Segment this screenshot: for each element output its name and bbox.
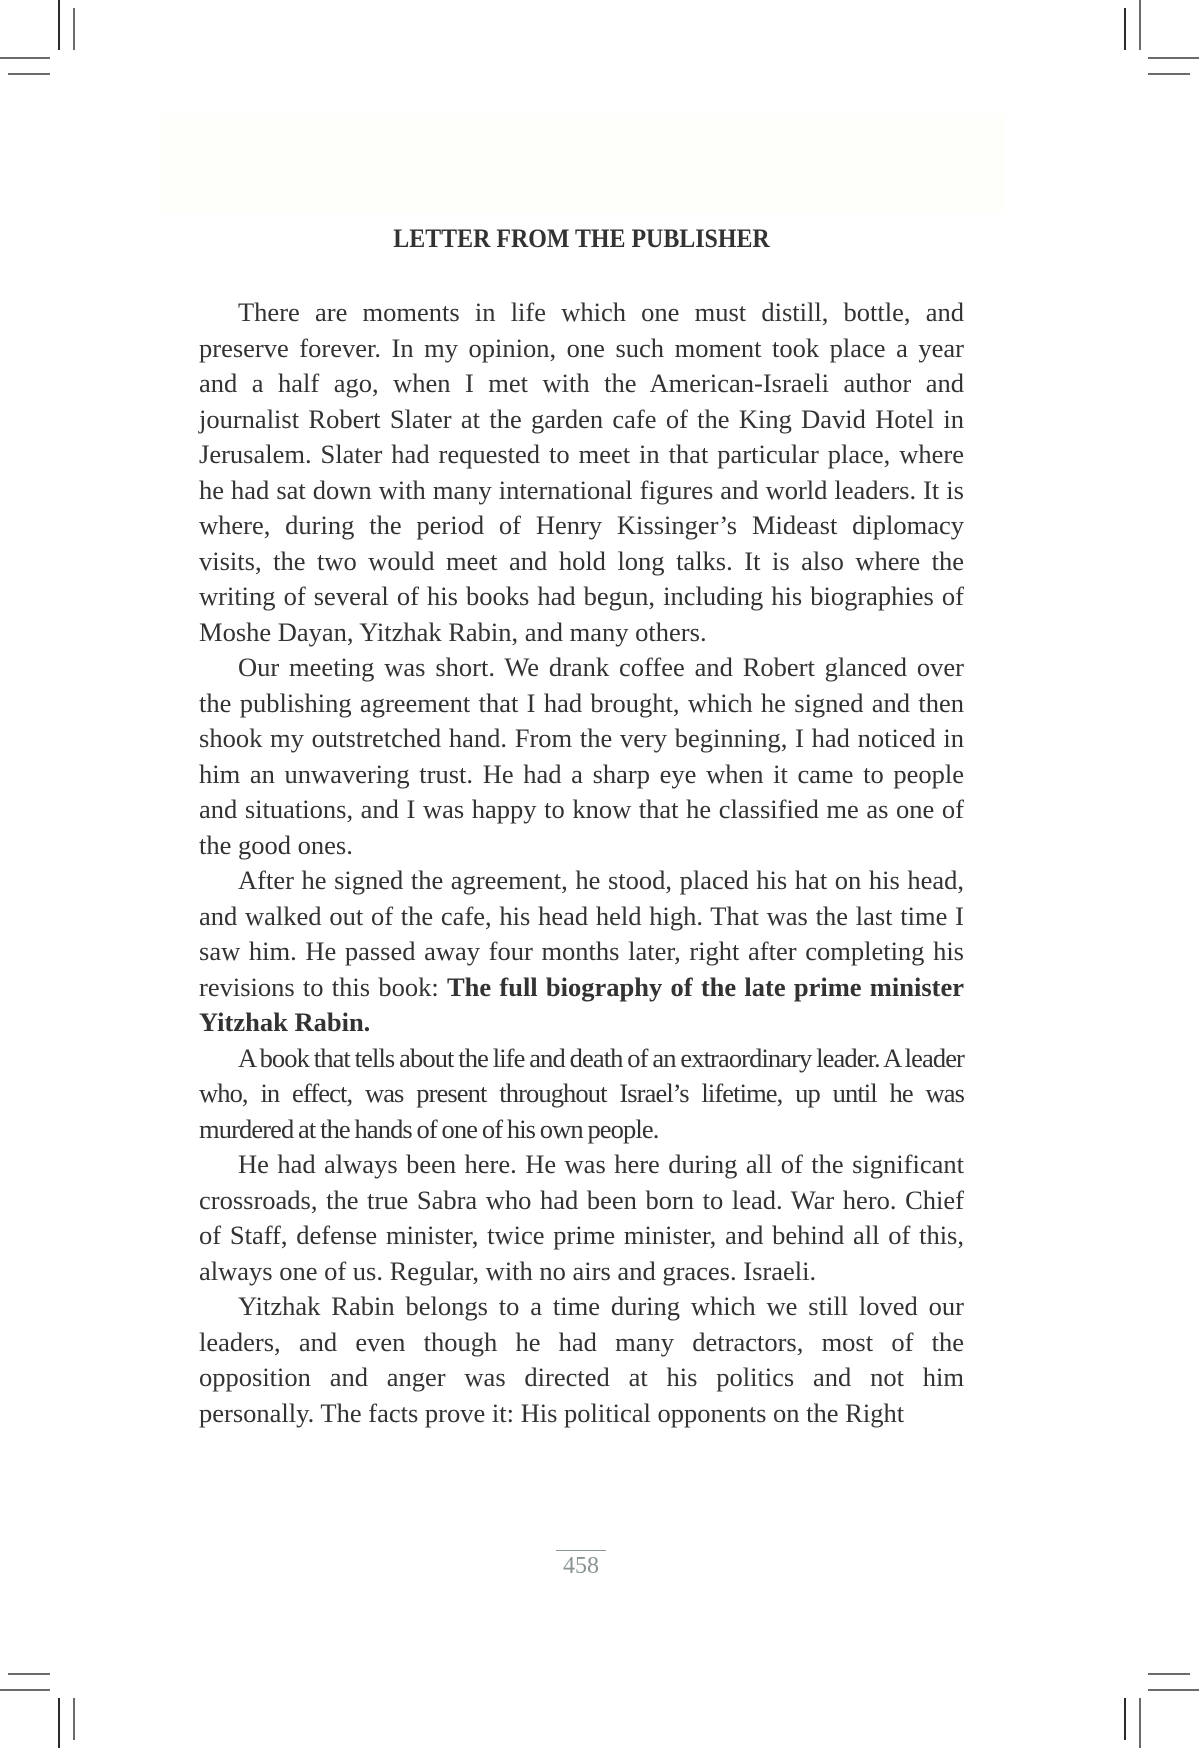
paragraph-3: [199, 863, 964, 1041]
crop-mark-top-right-vertical-inner: [1124, 8, 1126, 50]
crop-mark-top-left-horizontal-outer: [0, 57, 50, 59]
page-number: 458: [556, 1550, 606, 1579]
crop-mark-top-right-vertical-outer: [1139, 0, 1141, 50]
paragraph-5: He had always been here. He was here during all of the significant crossroads, the true Sabra who had been born to lead. War hero. Chief of Staff, defense minister, twice prime minister, and behind all of this, always one of us. Regular, with no airs and graces. Israeli.: [199, 1149, 964, 1286]
paragraph-2: Our meeting was short. We drank coffee and Robert glanced over the publishing agreement that I had brought, which he signed and then shook my outstretched hand. From the very beginning, I had noticed in him an unwavering trust. He had a sharp eye when it came to people and situations, and I was happy to know that he classified me as one of the good ones.: [199, 652, 964, 860]
crop-mark-bottom-right-vertical-outer: [1139, 1698, 1141, 1748]
crop-mark-bottom-right-vertical-inner: [1124, 1698, 1126, 1740]
crop-mark-bottom-left-horizontal-inner: [8, 1673, 50, 1675]
paragraph-4: A book that tells about the life and death of an extraordinary leader. A leader who, in effect, was present throughout Israel’s lifetime, up until he was murdered at the hands of one of his own people.: [199, 1042, 964, 1144]
crop-mark-bottom-left-vertical-inner: [73, 1698, 75, 1740]
crop-mark-top-right-horizontal-inner: [1148, 73, 1190, 75]
crop-mark-top-right-horizontal-outer: [1148, 57, 1199, 59]
crop-mark-top-left-vertical-outer: [58, 0, 60, 50]
paragraph-1: There are moments in life which one must distill, bottle, and preserve forever. In my opinion, one such moment took place a year and a half ago, when I met with the American-Israeli author and journalist Robert Slater at the garden cafe of the King David Hotel in Jerusalem. Slater had requested to meet in that particular place, where he had sat down with many international figures and world leaders. It is where, during the period of Henry Kissinger’s Mideast diplomacy visits, the two would meet and hold long talks. It is also where the writing of several of his books had begun, including his biographies of Moshe Dayan, Yitzhak Rabin, and many others.: [199, 297, 964, 647]
page-title: LETTER FROM THE PUBLISHER: [393, 224, 770, 253]
paragraph-6: Yitzhak Rabin belongs to a time during which we still loved our leaders, and even though he had many detractors, most of the opposition and anger was directed at his politics and not him personally. The facts prove it: His political opponents on the Right: [199, 1291, 964, 1428]
crop-mark-bottom-right-horizontal-inner: [1148, 1673, 1190, 1675]
book-title-emphasis: The full biography of the late prime minister Yitzhak Rabin.: [199, 971, 964, 1037]
paragraph-3-text: After he signed the agreement, he stood, placed his hat on his head, and walked out of the cafe, his head held high. That was the last time I saw him. He passed away four months later, right after completing his revisions to this book:: [199, 865, 964, 1002]
crop-mark-top-left-horizontal-inner: [8, 73, 50, 75]
letter-body: [199, 295, 964, 1431]
crop-mark-top-left-vertical-inner: [73, 8, 75, 50]
header-band: [160, 113, 1005, 213]
crop-mark-bottom-left-horizontal-outer: [0, 1689, 50, 1691]
crop-mark-bottom-right-horizontal-outer: [1148, 1689, 1199, 1691]
crop-mark-bottom-left-vertical-outer: [58, 1698, 60, 1748]
